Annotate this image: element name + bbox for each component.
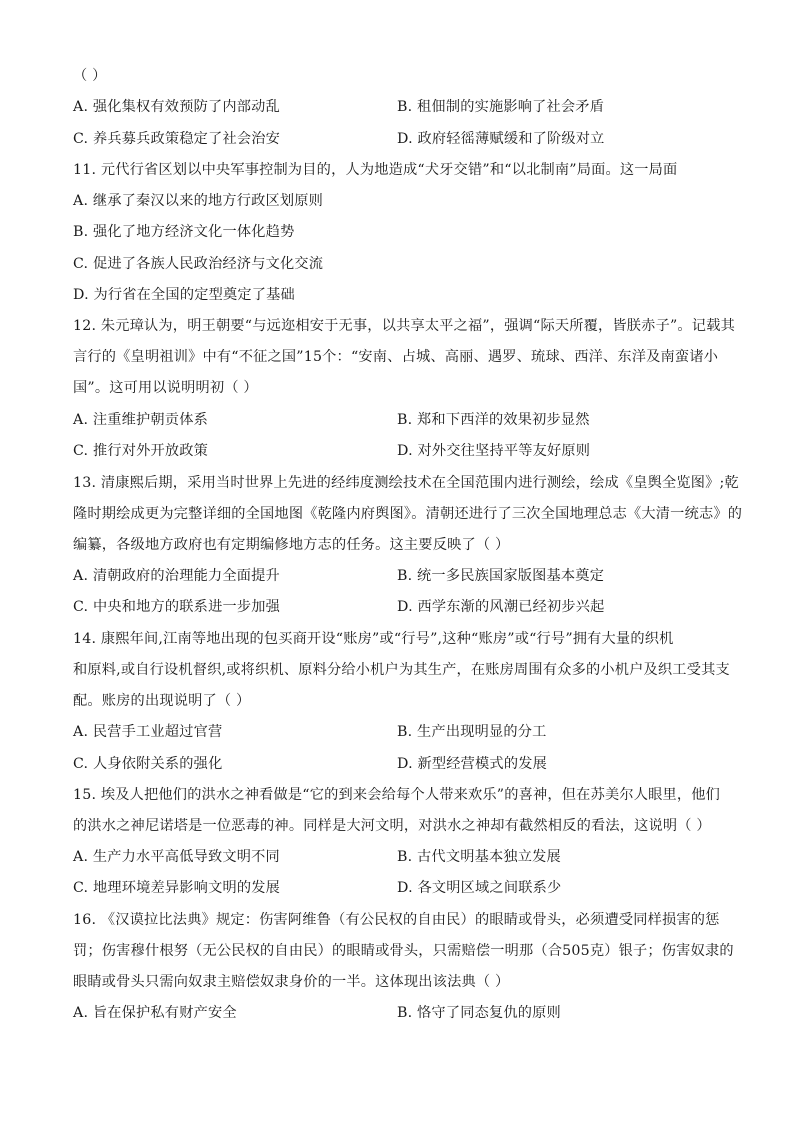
q13-stem-line-1: 13. 清康熙后期，采用当时世界上先进的经纬度测绘技术在全国范围内进行测绘，绘成《皇舆全览图》;乾 <box>73 475 739 491</box>
q16-option-b[interactable]: B. 恪守了同态复仇的原则 <box>397 1005 561 1021</box>
q15-stem-line-1: 15. 埃及人把他们的洪水之神看做是“它的到来会给每个人带来欢乐”的喜神，但在苏美尔人眼里，他们 <box>73 787 721 803</box>
q13-option-d[interactable]: D. 西学东渐的风潮已经初步兴起 <box>397 599 605 615</box>
q12-option-c[interactable]: C. 推行对外开放政策 <box>73 443 209 459</box>
q14-option-a[interactable]: A. 民营手工业超过官营 <box>73 724 223 740</box>
q15-option-d[interactable]: D. 各文明区域之间联系少 <box>397 880 562 896</box>
q12-stem-line-2: 言行的《皇明祖训》中有“不征之国”15个：“安南、占城、高丽、遇罗、琉球、西洋、东洋及南蛮诸小 <box>73 349 719 365</box>
q14-option-d[interactable]: D. 新型经营模式的发展 <box>397 756 547 772</box>
q14-stem-line-3: 配。账房的出现说明了（ ） <box>73 693 251 709</box>
q14-option-c[interactable]: C. 人身依附关系的强化 <box>73 756 223 772</box>
q11-option-a[interactable]: A. 继承了秦汉以来的地方行政区划原则 <box>73 193 324 209</box>
q13-stem-line-2: 隆时期绘成更为完整详细的全国地图《乾隆内府舆图》。清朝还进行了三次全国地理总志《大清一统志》的 <box>73 506 743 522</box>
q10-option-b[interactable]: B. 租佃制的实施影响了社会矛盾 <box>397 99 605 115</box>
q15-option-b[interactable]: B. 古代文明基本独立发展 <box>397 849 561 865</box>
q10-option-a[interactable]: A. 强化集权有效预防了内部动乱 <box>73 99 280 115</box>
q11-option-d[interactable]: D. 为行省在全国的定型奠定了基础 <box>73 287 295 303</box>
q15-option-a[interactable]: A. 生产力水平高低导致文明不同 <box>73 849 280 865</box>
q13-option-b[interactable]: B. 统一多民族国家版图基本奠定 <box>397 568 605 584</box>
q15-stem-line-2: 的洪水之神尼诺塔是一位恶毒的神。同样是大河文明，对洪水之神却有截然相反的看法，这说明（ ） <box>73 818 711 834</box>
q10-option-c[interactable]: C. 养兵募兵政策稳定了社会治安 <box>73 131 281 147</box>
q12-option-d[interactable]: D. 对外交往坚持平等友好原则 <box>397 443 591 459</box>
q10-option-d[interactable]: D. 政府轻徭薄赋缓和了阶级对立 <box>397 131 605 147</box>
q16-stem-line-3: 眼睛或骨头只需向奴隶主赔偿奴隶身价的一半。这体现出该法典（ ） <box>73 974 510 990</box>
q13-option-a[interactable]: A. 清朝政府的治理能力全面提升 <box>73 568 280 584</box>
q13-option-c[interactable]: C. 中央和地方的联系进一步加强 <box>73 599 281 615</box>
q12-option-a[interactable]: A. 注重维护朝贡体系 <box>73 412 208 428</box>
q14-stem-line-1: 14. 康熙年间,江南等地出现的包买商开设“账房”或“行号”,这种“账房”或“行号”拥有大量的织机 <box>73 631 674 647</box>
q12-option-b[interactable]: B. 郑和下西洋的效果初步显然 <box>397 412 590 428</box>
q14-stem-line-2: 和原料,或自行设机督织,或将织机、原料分给小机户为其生产，在账房周围有众多的小机户及织工受其支 <box>73 662 730 678</box>
q16-option-a[interactable]: A. 旨在保护私有财产安全 <box>73 1005 237 1021</box>
q14-option-b[interactable]: B. 生产出现明显的分工 <box>397 724 547 740</box>
q11-stem: 11. 元代行省区划以中央军事控制为目的，人为地造成“犬牙交错”和“以北制南”局面。这一局面 <box>73 162 678 178</box>
q16-stem-line-1: 16. 《汉谟拉比法典》规定：伤害阿维鲁（有公民权的自由民）的眼睛或骨头，必须遭受同样损害的惩 <box>73 912 720 928</box>
q12-stem-line-1: 12. 朱元璋认为，明王朝要“与远迩相安于无事，以共享太平之福”，强调“际天所覆，皆朕赤子”。记载其 <box>73 318 735 334</box>
q10-stem-tail: （ ） <box>73 68 107 84</box>
q11-option-b[interactable]: B. 强化了地方经济文化一体化趋势 <box>73 224 295 240</box>
q15-option-c[interactable]: C. 地理环境差异影响文明的发展 <box>73 880 281 896</box>
q16-stem-line-2: 罚；伤害穆什根努（无公民权的自由民）的眼睛或骨头，只需赔偿一明那（合505克）银子；伤害奴隶的 <box>73 943 734 959</box>
q12-stem-line-3: 国”。这可用以说明明初（ ） <box>73 380 258 396</box>
q13-stem-line-3: 编纂，各级地方政府也有定期编修地方志的任务。这主要反映了（ ） <box>73 537 510 553</box>
q11-option-c[interactable]: C. 促进了各族人民政治经济与文化交流 <box>73 256 324 272</box>
